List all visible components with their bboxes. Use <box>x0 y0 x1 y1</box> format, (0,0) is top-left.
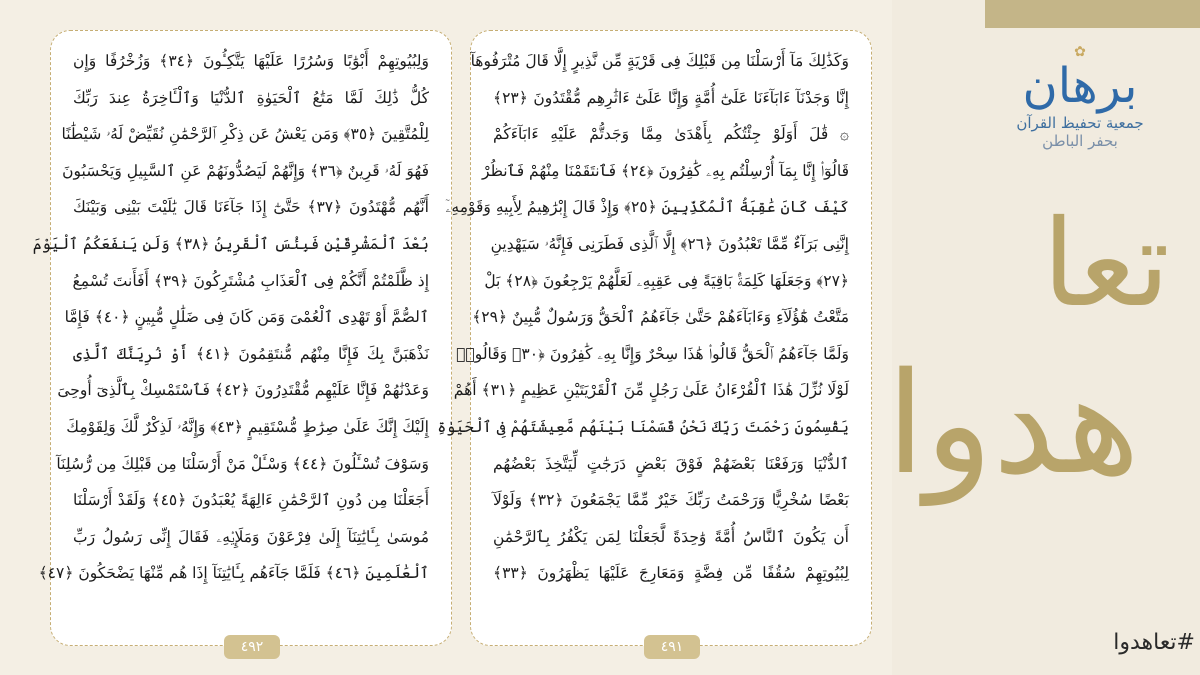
text-line: مَتَّعْتُ هَٰٓؤُلَآءِ وَءَابَآءَهُمْ حَتَّىٰ جَآءَهُمُ ٱلْحَقُّ وَرَسُولٌ مُّبِينٌ ﴿٢٩﴾ <box>472 308 849 327</box>
decorative-gold-bar <box>985 0 1200 28</box>
mushaf-page-left <box>32 30 452 655</box>
text-line: ﴿٢٧﴾ وَجَعَلَهَا كَلِمَةًۢ بَاقِيَةً فِى عَقِبِهِۦ لَعَلَّهُمْ يَرْجِعُونَ ﴿٢٨﴾ بَلْ <box>484 271 849 290</box>
calligraphy-title <box>886 180 1180 600</box>
text-line: قَالُوٓا۟ إِنَّا بِمَآ أُرْسِلْتُم بِهِۦ كَٰفِرُونَ ﴿٢٤﴾ فَٱنتَقَمْنَا مِنْهُمْ فَٱنظُرْ <box>482 161 849 180</box>
text-line: أَجَعَلْنَا مِن دُونِ ٱلرَّحْمَٰنِ ءَالِهَةً يُعْبَدُونَ ﴿٤٥﴾ وَلَقَدْ أَرْسَلْنَا <box>73 491 430 510</box>
organization-location: بحفر الباطن <box>1042 132 1118 150</box>
page-number: ٤٩١ <box>644 635 700 659</box>
text-line: كُلُّ ذَٰلِكَ لَمَّا مَتَٰعُ ٱلْحَيَوٰةِ ٱلدُّنْيَا وَٱلْـَٔاخِرَةُ عِندَ رَبِّكَ <box>73 88 429 107</box>
calligraphy-word-2: هدوا <box>886 343 1140 506</box>
text-line: بُعْدَ ٱلْمَشْرِقَيْنِ فَبِئْسَ ٱلْقَرِينُ ﴿٣٨﴾ وَلَن يَنفَعَكُمُ ٱلْيَوْمَ <box>32 234 429 253</box>
text-line: ٱلصُّمَّ أَوْ تَهْدِى ٱلْعُمْىَ وَمَن كَانَ فِى ضَلَٰلٍ مُّبِينٍ ﴿٤٠﴾ فَإِمَّا <box>64 308 429 327</box>
text-line: إِنَّا وَجَدْنَآ ءَابَآءَنَا عَلَىٰٓ أُمَّةٍ وَإِنَّا عَلَىٰٓ ءَاثَٰرِهِم مُّقْتَدُونَ ﴿٢٣﴾ <box>493 88 849 107</box>
mushaf-page-right <box>437 30 872 655</box>
text-line: ۞ قَٰلَ أَوَلَوْ جِئْتُكُم بِأَهْدَىٰ مِمَّا وَجَدتُّمْ عَلَيْهِ ءَابَآءَكُمْ <box>493 125 849 144</box>
text-line: وَعَدْنَٰهُمْ فَإِنَّا عَلَيْهِم مُّقْتَدِرُونَ ﴿٤٢﴾ فَٱسْتَمْسِكْ بِٱلَّذِىٓ أُوحِىَ <box>57 381 429 400</box>
text-line: لِبُيُوتِهِمْ سُقُفًا مِّن فِضَّةٍ وَمَعَارِجَ عَلَيْهَا يَظْهَرُونَ ﴿٣٣﴾ <box>493 564 849 583</box>
page-number: ٤٩٢ <box>224 635 280 659</box>
text-line: أَن يَكُونَ ٱلنَّاسُ أُمَّةً وَٰحِدَةً لَّجَعَلْنَا لِمَن يَكْفُرُ بِٱلرَّحْمَٰنِ <box>493 527 849 546</box>
text-line: لَوْلَا نُزِّلَ هَٰذَا ٱلْقُرْءَانُ عَلَىٰ رَجُلٍ مِّنَ ٱلْقَرْيَتَيْنِ عَظِيمٍ ﴿٣١﴾ أَهُمْ <box>453 381 849 400</box>
text-line: كَيْفَ كَانَ عَٰقِبَةُ ٱلْمُكَذِّبِينَ ﴿٢٥﴾ وَإِذْ قَالَ إِبْرَٰهِيمُ لِأَبِيهِ وَقَوْمِهِۦٓ <box>445 198 849 217</box>
text-line: أَنَّهُم مُّهْتَدُونَ ﴿٣٧﴾ حَتَّىٰٓ إِذَا جَآءَنَا قَالَ يَٰلَيْتَ بَيْنِى وَبَيْنَكَ <box>73 198 429 217</box>
text-line: ٱلْعَٰلَمِينَ ﴿٤٦﴾ فَلَمَّا جَآءَهُم بِـَٔايَٰتِنَآ إِذَا هُم مِّنْهَا يَضْحَكُونَ ﴿٤٧﴾ <box>38 564 429 583</box>
text-line: إِنَّنِى بَرَآءٌ مِّمَّا تَعْبُدُونَ ﴿٢٦﴾ إِلَّا ٱلَّذِى فَطَرَنِى فَإِنَّهُۥ سَيَهْدِينِ <box>490 234 849 253</box>
text-line: ٱلدُّنْيَا وَرَفَعْنَا بَعْضَهُمْ فَوْقَ بَعْضٍ دَرَجَٰتٍ لِّيَتَّخِذَ بَعْضُهُم <box>493 454 849 473</box>
text-line: بَعْضًا سُخْرِيًّا وَرَحْمَتُ رَبِّكَ خَيْرٌ مِّمَّا يَجْمَعُونَ ﴿٣٢﴾ وَلَوْلَآ <box>493 491 849 510</box>
text-line: إِلَيْكَ إِنَّكَ عَلَىٰ صِرَٰطٍ مُّسْتَقِيمٍ ﴿٤٣﴾ وَإِنَّهُۥ لَذِكْرٌ لَّكَ وَلِقَوْمِكَ <box>66 417 429 436</box>
text-line: مُوسَىٰ بِـَٔايَٰتِنَآ إِلَىٰ فِرْعَوْنَ وَمَلَإِي۟هِۦ فَقَالَ إِنِّى رَسُولُ رَبِّ <box>73 527 429 546</box>
organization-name: جمعية تحفيظ القرآن <box>1016 114 1144 132</box>
calligraphy-word-1: تعا <box>1042 195 1170 334</box>
text-line: لِلْمُتَّقِينَ ﴿٣٥﴾ وَمَن يَعْشُ عَن ذِكْرِ ٱلرَّحْمَٰنِ نُقَيِّضْ لَهُۥ شَيْطَٰنًا <box>61 125 429 144</box>
text-line: وَلِبُيُوتِهِمْ أَبْوَٰبًا وَسُرُرًا عَلَيْهَا يَتَّكِـُٔونَ ﴿٣٤﴾ وَزُخْرُفًا وَإِن <box>73 52 429 70</box>
page-text <box>437 43 849 629</box>
logo-wordmark: برهان <box>1022 58 1138 114</box>
text-line: وَلَمَّا جَآءَهُمُ ٱلْحَقُّ قَالُوا۟ هَٰذَا سِحْرٌ وَإِنَّا بِهِۦ كَٰفِرُونَ ﴿٣٠﴾ وَقَالُوا۟ <box>456 344 849 363</box>
organization-logo <box>980 40 1180 170</box>
text-line: نَذْهَبَنَّ بِكَ فَإِنَّا مِنْهُم مُّنتَقِمُونَ ﴿٤١﴾ أَوْ نُرِيَنَّكَ ٱلَّذِى <box>73 344 430 363</box>
text-line: وَسَوْفَ تُسْـَٔلُونَ ﴿٤٤﴾ وَسْـَٔلْ مَنْ أَرْسَلْنَا مِن قَبْلِكَ مِن رُّسُلِنَآ <box>56 454 429 473</box>
page-text <box>32 43 430 629</box>
flower-icon: ✿ <box>1074 44 1086 60</box>
text-line: وَكَذَٰلِكَ مَآ أَرْسَلْنَا مِن قَبْلِكَ فِى قَرْيَةٍ مِّن نَّذِيرٍ إِلَّا قَالَ مُتْرَفُوهَآ <box>470 52 849 70</box>
text-line: فَهُوَ لَهُۥ قَرِينٌ ﴿٣٦﴾ وَإِنَّهُمْ لَيَصُدُّونَهُمْ عَنِ ٱلسَّبِيلِ وَيَحْسَبُونَ <box>62 161 429 180</box>
text-line: يَقْسِمُونَ رَحْمَتَ رَبِّكَ نَحْنُ قَسَمْنَا بَيْنَهُم مَّعِيشَتَهُمْ فِى ٱلْحَيَوٰةِ <box>437 417 849 436</box>
text-line: إِذ ظَّلَمْتُمْ أَنَّكُمْ فِى ٱلْعَذَابِ مُشْتَرِكُونَ ﴿٣٩﴾ أَفَأَنتَ تُسْمِعُ <box>72 271 429 290</box>
hashtag: #تعاهدوا <box>1113 630 1195 655</box>
